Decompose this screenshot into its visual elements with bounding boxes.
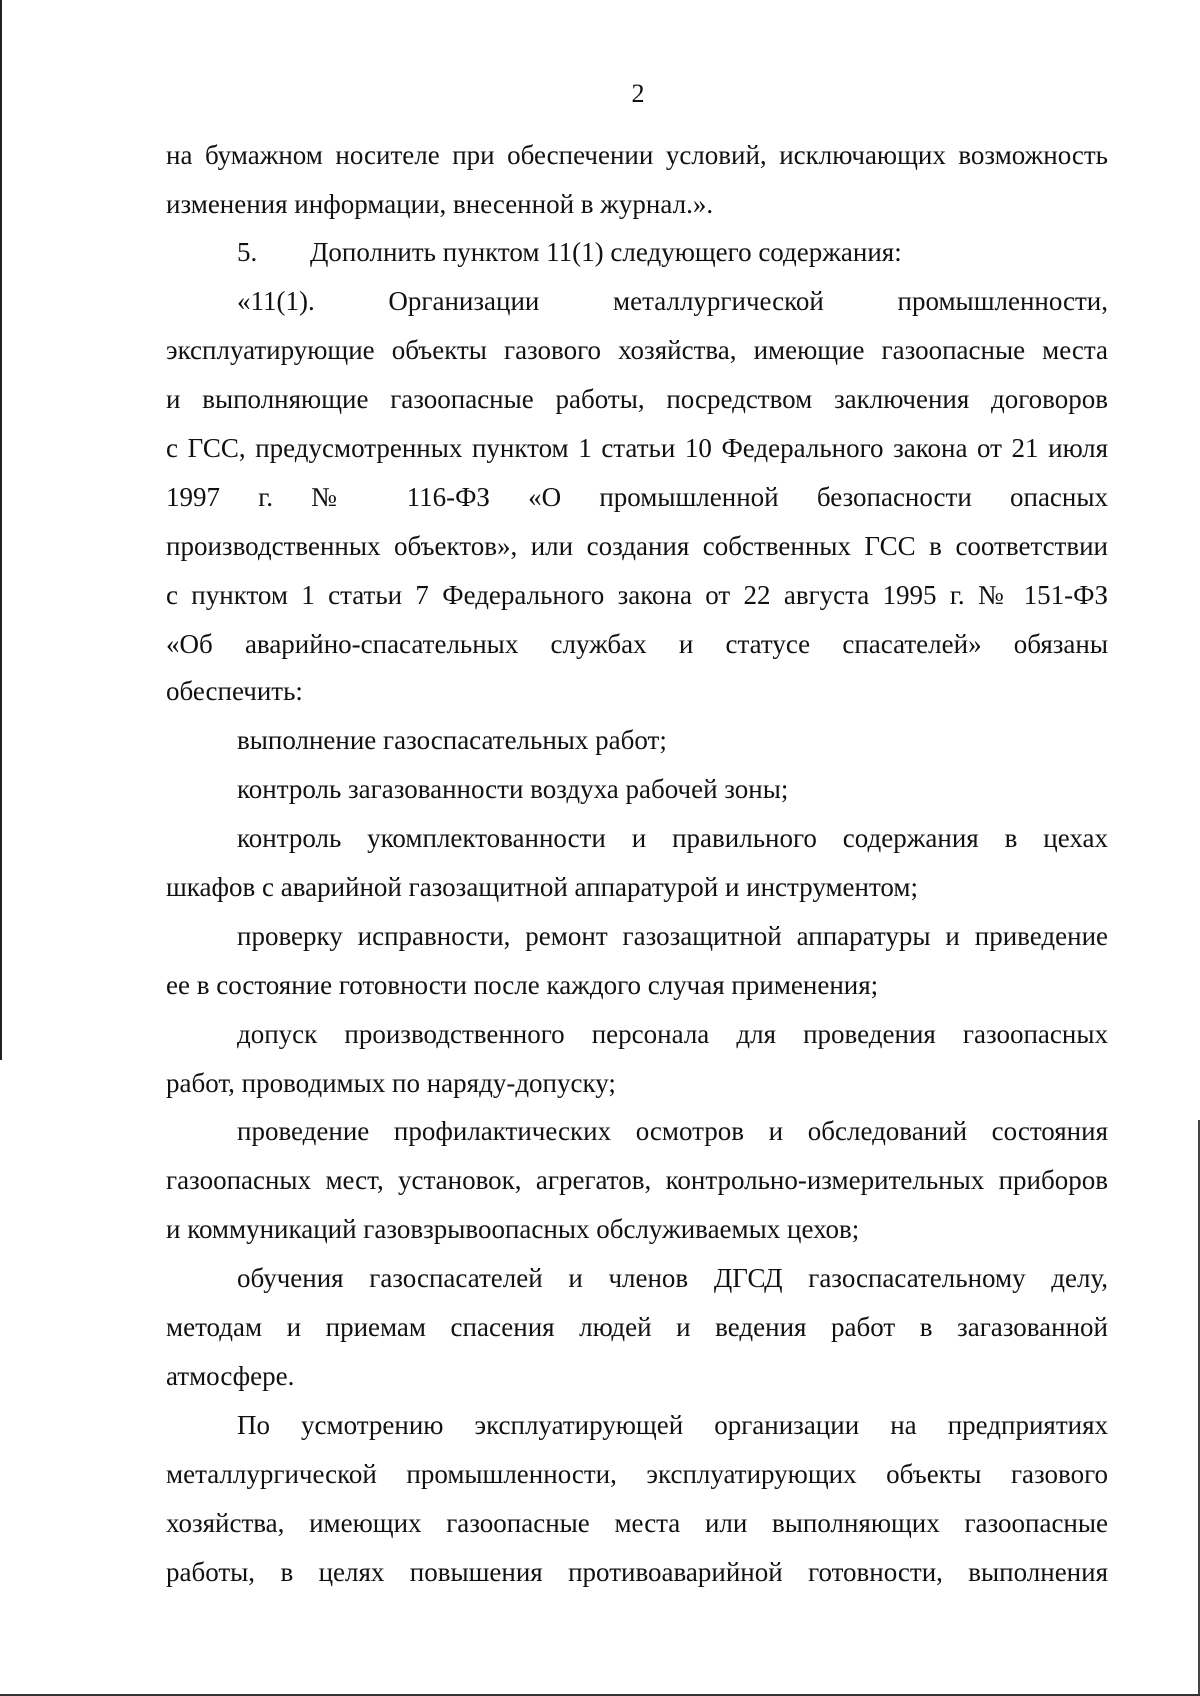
text-line: обеспечить:	[166, 676, 303, 706]
text-line: металлургической промышленности, эксплуатирующих объекты газового	[166, 1459, 1108, 1489]
text-line: атмосфере.	[166, 1361, 295, 1391]
text-line: Дополнить пунктом 11(1) следующего содержания:	[310, 237, 902, 267]
text-line: с пунктом 1 статьи 7 Федерального закона от 22 августа 1995 г. № 151-ФЗ	[166, 580, 1108, 610]
text-line: на бумажном носителе при обеспечении условий, исключающих возможность	[166, 140, 1108, 170]
item-number: 5.	[237, 237, 258, 267]
text-line: 1997 г. № 116-ФЗ «О промышленной безопасности опасных	[166, 482, 1108, 512]
text-line: контроль загазованности воздуха рабочей зоны;	[237, 774, 789, 804]
text-line: хозяйства, имеющих газоопасные места или выполняющих газоопасные	[166, 1508, 1108, 1538]
scan-border-left	[0, 0, 2, 1060]
text-line: с ГСС, предусмотренных пунктом 1 статьи 10 Федерального закона от 21 июля	[166, 433, 1108, 463]
text-line: проверку исправности, ремонт газозащитной аппаратуры и приведение	[237, 921, 1108, 951]
text-line: работы, в целях повышения противоаварийной готовности, выполнения	[166, 1557, 1108, 1587]
text-line: обучения газоспасателей и членов ДГСД газоспасательному делу,	[237, 1263, 1108, 1293]
text-line: изменения информации, внесенной в журнал.».	[166, 189, 714, 219]
text-line: эксплуатирующие объекты газового хозяйства, имеющие газоопасные места	[166, 335, 1108, 365]
text-line: проведение профилактических осмотров и обследований состояния	[237, 1116, 1108, 1146]
text-line: допуск производственного персонала для проведения газоопасных	[237, 1019, 1108, 1049]
text-line: и выполняющие газоопасные работы, посредством заключения договоров	[166, 384, 1108, 414]
text-line: шкафов с аварийной газозащитной аппаратурой и инструментом;	[166, 872, 918, 902]
text-line: выполнение газоспасательных работ;	[237, 725, 667, 755]
text-line: производственных объектов», или создания собственных ГСС в соответствии	[166, 531, 1108, 561]
page-number: 2	[631, 79, 645, 108]
text-line: «Об аварийно-спасательных службах и статусе спасателей» обязаны	[166, 629, 1108, 659]
text-line: работ, проводимых по наряду-допуску;	[166, 1068, 616, 1098]
text-line: методам и приемам спасения людей и ведения работ в загазованной	[166, 1312, 1108, 1342]
text-line: и коммуникаций газовзрывоопасных обслуживаемых цехов;	[166, 1214, 860, 1244]
text-line: По усмотрению эксплуатирующей организации на предприятиях	[237, 1410, 1108, 1440]
text-line: газоопасных мест, установок, агрегатов, контрольно-измерительных приборов	[166, 1165, 1108, 1195]
text-line: «11(1). Организации металлургической промышленности,	[237, 286, 1108, 316]
list-item-5	[237, 234, 1108, 270]
text-line: контроль укомплектованности и правильного содержания в цехах	[237, 823, 1108, 853]
text-line: ее в состояние готовности после каждого случая применения;	[166, 970, 879, 1000]
